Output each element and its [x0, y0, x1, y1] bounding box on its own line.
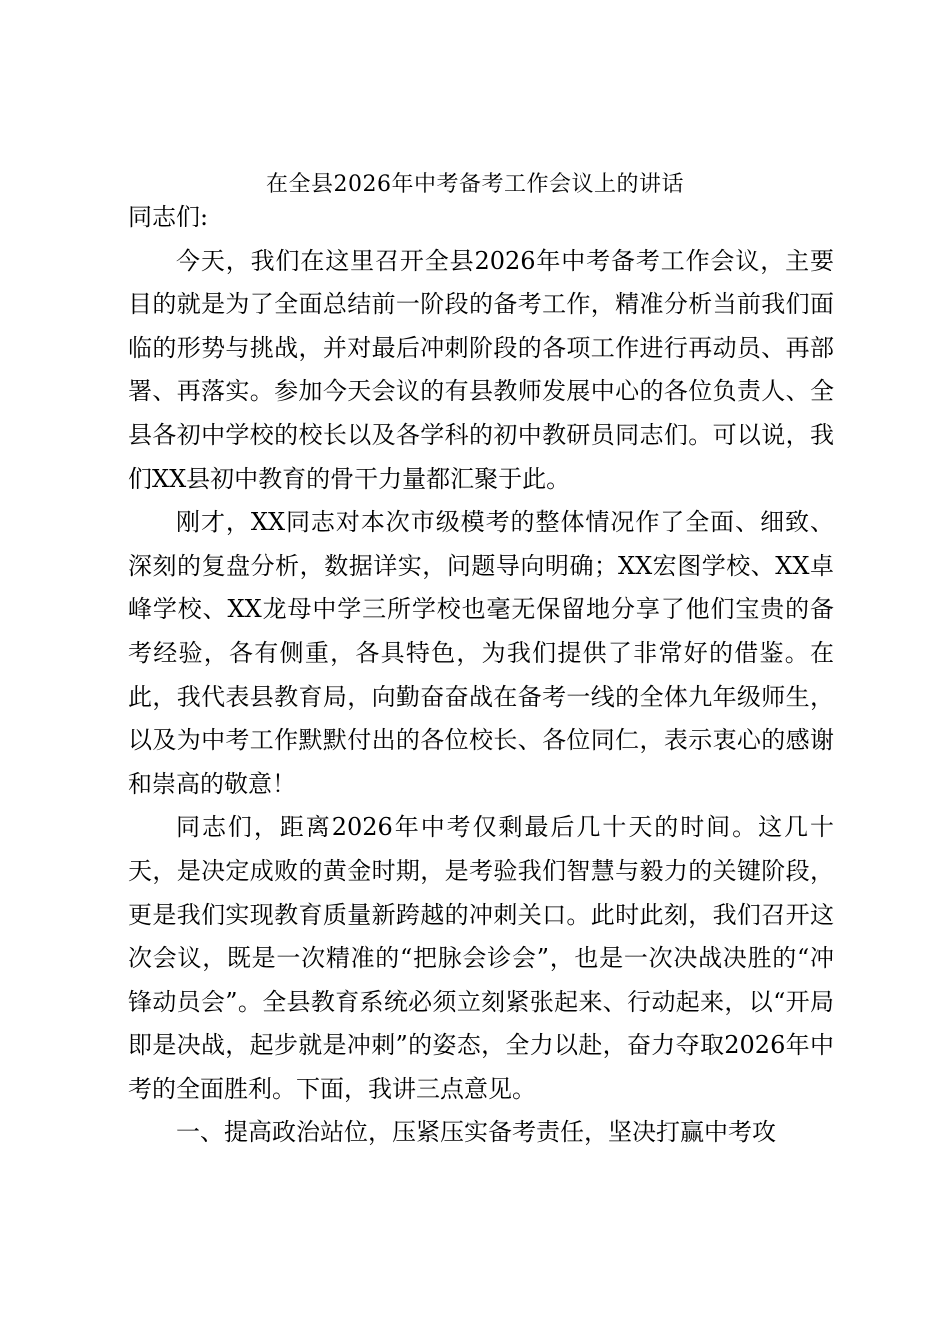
paragraph-mobilization: 同志们，距离2026年中考仅剩最后几十天的时间。这几十天，是决定成败的黄金时期，是考验我们智慧与毅力的关键阶段，更是我们实现教育质量新跨越的冲刺关口。此时此刻，我们召开这次会议，既是一次精准的“把脉会诊会”，也是一次决战决胜的“冲锋动员会”。全县教育系统必须立刻紧张起来、行动起来，以“开局即是决战，起步就是冲刺”的姿态，全力以赴，奋力夺取2026年中考的全面胜利。下面，我讲三点意见。 [128, 813, 834, 1103]
salutation: 同志们: [128, 203, 209, 231]
document-title: 在全县2026年中考备考工作会议上的讲话 [266, 172, 684, 197]
section-heading-1: 一、提高政治站位，压紧压实备考责任，坚决打赢中考攻 [176, 1118, 776, 1147]
document-body [128, 196, 834, 1155]
paragraph-review: 刚才，XX同志对本次市级模考的整体情况作了全面、细致、深刻的复盘分析，数据详实，问题导向明确；XX宏图学校、XX卓峰学校、XX龙母中学三所学校也毫无保留地分享了他们宝贵的备考经验，各有侧重，各具特色，为我们提供了非常好的借鉴。在此，我代表县教育局，向勤奋奋战在备考一线的全体九年级师生，以及为中考工作默默付出的各位校长、各位同仁，表示衷心的感谢和崇高的敬意！ [128, 508, 834, 798]
paragraph-opening: 今天，我们在这里召开全县2026年中考备考工作会议，主要目的就是为了全面总结前一阶段的备考工作，精准分析当前我们面临的形势与挑战，并对最后冲刺阶段的各项工作进行再动员、再部署、再落实。参加今天会议的有县教师发展中心的各位负责人、全县各初中学校的校长以及各学科的初中教研员同志们。可以说，我们XX县初中教育的骨干力量都汇聚于此。 [128, 246, 834, 493]
